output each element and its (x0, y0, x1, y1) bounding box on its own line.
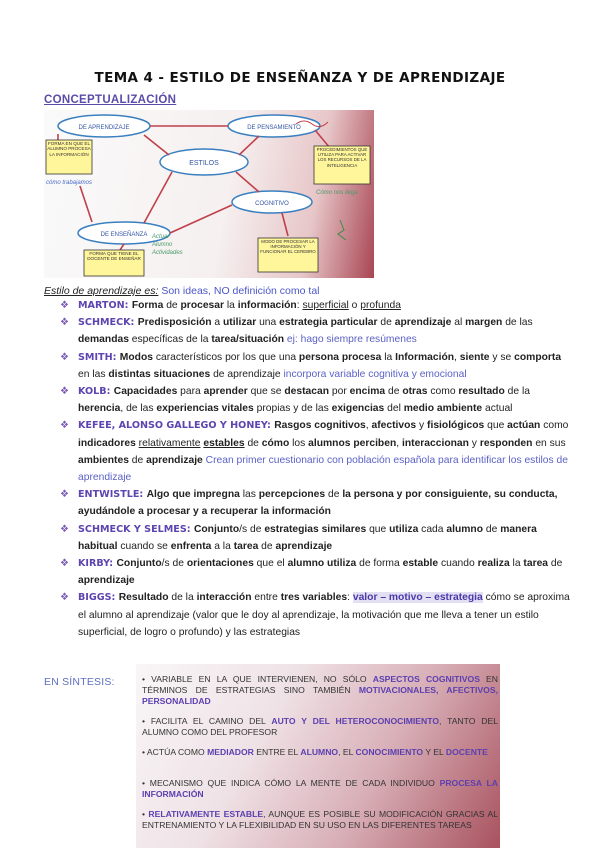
definition-text: alumnos perciben (308, 437, 397, 449)
synthesis-text: • FACILITA EL CAMINO DEL (142, 716, 272, 726)
definition-text: propias y de las (253, 403, 332, 415)
definition-text: /s de (161, 558, 187, 570)
synthesis-text: ASPECTOS COGNITIVOS (372, 674, 480, 684)
definition-text: Conjunto (193, 523, 240, 535)
definition-text: de (258, 540, 276, 552)
definition-item (60, 486, 570, 520)
definition-text: que (484, 420, 508, 432)
synthesis-item (142, 809, 498, 831)
diamond-bullet-icon: ❖ (60, 592, 69, 604)
definition-text: Capacidades (113, 386, 178, 398)
definition-text: orientaciones (186, 558, 254, 570)
synthesis-text: PROCESA LA INFORMACIÓN (142, 778, 499, 799)
diamond-bullet-icon: ❖ (60, 420, 69, 432)
synthesis-text: RELATIVAMENTE ESTABLE (148, 809, 264, 819)
definition-text: , (454, 351, 460, 363)
definition-author: SCHMECK Y SELMES: (78, 523, 194, 535)
definition-text: como (427, 386, 459, 398)
handwritten-note-3: Alumno (152, 242, 173, 248)
definition-text: alumno (446, 523, 483, 535)
definition-text: Crean primer cuestionario con población española para identificar los estilos de aprendizaje (78, 454, 568, 484)
definition-text: profunda (360, 300, 401, 311)
synthesis-text: , AUNQUE ES POSIBLE SU MODIFICACIÓN GRACIAS AL ENTRENAMIENTO Y LA FLEXIBILIDAD EN SU USO EN LAS DIFERENTES TAREAS (142, 809, 498, 830)
definition-text: ej: hago siempre resúmenes (284, 334, 417, 346)
definition-text: superficial (302, 300, 349, 311)
definition-text: Resultado (118, 592, 169, 604)
definition-text: de la (504, 386, 530, 398)
node-label-estilos: ESTILOS (189, 160, 219, 167)
handwritten-note-4: Actividades (152, 250, 183, 256)
definition-text: Rasgos cognitivos (274, 420, 366, 432)
definition-text: tarea (523, 558, 549, 570)
definition-text: tres variables (280, 592, 348, 604)
definition-text: una (256, 317, 280, 329)
definition-text: estable (402, 558, 439, 570)
diamond-bullet-icon: ❖ (60, 558, 69, 570)
synthesis-item (142, 778, 498, 800)
definition-text: aprendizaje (275, 540, 333, 552)
definition-text: cuando (438, 558, 478, 570)
definition-item (60, 521, 570, 555)
diamond-bullet-icon: ❖ (60, 317, 69, 329)
diamond-bullet-icon: ❖ (60, 386, 69, 398)
definition-text: , de las (120, 403, 157, 415)
definition-text: distintas situaciones (108, 368, 211, 380)
definition-text: relativamente (138, 437, 201, 449)
definition-text: a la (211, 540, 234, 552)
definition-text: de (325, 489, 343, 501)
definition-text: cómo se aproxima el alumno al aprendizaje (valor que le doy al aprendizaje, la motivación que me lleva a tener un estilo superficial, de logro o profundo) y las estrategias (78, 592, 570, 638)
definition-text: ambientes (78, 454, 129, 466)
definition-text: estrategias similares (264, 523, 367, 535)
definition-text: resultado (458, 386, 505, 398)
definition-text: Forma (131, 300, 164, 311)
definition-item (60, 349, 570, 383)
synthesis-text: • VARIABLE EN LA QUE INTERVIENEN, NO SÓLO (142, 674, 373, 684)
definition-text: la (224, 300, 238, 311)
definition-text: para (177, 386, 204, 398)
definition-text: cómo (261, 437, 290, 449)
definition-text: comporta (514, 351, 562, 363)
definition-text: característicos por los que una (152, 351, 299, 363)
handwritten-note-5: Cómo nos llega (316, 190, 358, 196)
node-label-pensamiento: DE PENSAMIENTO (247, 125, 301, 131)
synthesis-text: MEDIADOR (207, 747, 254, 757)
definition-text: a (211, 317, 224, 329)
diamond-bullet-icon: ❖ (60, 523, 69, 535)
definition-text: utiliza (389, 523, 419, 535)
definition-author: MARTON: (78, 300, 132, 311)
definition-text: cuando se (117, 540, 171, 552)
definition-text: encima (349, 386, 386, 398)
intro-note: Son ideas, NO definición como tal (161, 285, 320, 297)
definition-text: utilizar (223, 317, 257, 329)
definition-text: de la (168, 592, 197, 604)
definition-text: siente (459, 351, 490, 363)
definition-text: demandas (78, 334, 129, 346)
definition-text: afectivos (371, 420, 417, 432)
synthesis-box (136, 664, 500, 848)
definition-text: de (128, 454, 147, 466)
definition-author: KOLB: (78, 386, 114, 398)
definition-text: de (548, 558, 563, 570)
definition-text: impregna (193, 489, 240, 501)
definition-text: : (347, 592, 353, 604)
definition-text: , (365, 420, 372, 432)
definition-text: y se (489, 351, 515, 363)
definition-text: : (296, 300, 303, 311)
definition-text: realiza (477, 558, 510, 570)
definition-text: estrategia particular (279, 317, 378, 329)
definition-text: aprendizaje (78, 575, 135, 587)
definition-text: o (348, 300, 361, 311)
definition-text: interacción (196, 592, 252, 604)
definition-text: responden (479, 437, 533, 449)
definition-text: tarea/situación (211, 334, 285, 346)
definition-author: BIGGS: (78, 592, 119, 604)
node-label-cognitivo: COGNITIVO (255, 201, 289, 207)
definition-author: ENTWISTLE: (78, 489, 147, 501)
concept-map (44, 110, 374, 278)
definition-text: fisiológicos (427, 420, 485, 432)
definition-text: otras (402, 386, 428, 398)
definition-author: KEFEE, ALONSO GALLEGO Y HONEY: (78, 420, 275, 432)
definition-item (60, 314, 570, 348)
definition-text: exigencias (331, 403, 385, 415)
diamond-bullet-icon: ❖ (60, 351, 69, 363)
definition-text: específicas de la (128, 334, 212, 346)
definition-text: actúan (507, 420, 541, 432)
synthesis-text: ALUMNO (300, 747, 339, 757)
definition-text: experiencias vitales (156, 403, 254, 415)
intro-label: Estilo de aprendizaje es: (44, 285, 159, 297)
definition-text: por (329, 386, 350, 398)
definition-author: KIRBY: (78, 558, 117, 570)
definition-text: /s de (239, 523, 265, 535)
definition-text: valor – motivo – estrategia (352, 592, 483, 604)
definition-text: que el (253, 558, 288, 570)
intro-line (44, 285, 320, 297)
definition-text: las (239, 489, 259, 501)
definition-text: destacan (284, 386, 330, 398)
definition-text: y (416, 420, 428, 432)
diamond-bullet-icon: ❖ (60, 300, 69, 311)
definition-text: entre (251, 592, 281, 604)
map-box-bottom-left: FORMA QUE TIENE EL DOCENTE DE ENSEÑAR (87, 251, 141, 262)
definition-text: como (540, 420, 569, 432)
definition-text: Predisposición (137, 317, 212, 329)
definition-text: persona procesa (298, 351, 382, 363)
synthesis-text: AUTO Y DEL HETEROCONOCIMIENTO (271, 716, 439, 726)
definition-text: tarea (233, 540, 259, 552)
definition-item (60, 589, 570, 641)
definition-text: aprendizaje (146, 454, 203, 466)
synthesis-text: , EL (338, 747, 356, 757)
synthesis-text: Y EL (423, 747, 446, 757)
map-box-bottom-right: MODO DE PROCESAR LA INFORMACIÓN Y FUNCIONAR EL CEREBRO (260, 239, 316, 255)
definition-text: de (385, 386, 403, 398)
definition-text: al (451, 317, 466, 329)
definition-text: la persona y por consiguiente, su conducta, ayudándole a procesar y a recuperar la información (78, 489, 558, 518)
handwritten-note-2: Actuar (152, 234, 170, 240)
diamond-bullet-icon: ❖ (60, 489, 69, 501)
synthesis-text: ENTRE EL (253, 747, 301, 757)
synthesis-item (142, 674, 498, 707)
definition-text: alumno utiliza (287, 558, 357, 570)
definition-text: interaccionan (401, 437, 469, 449)
definition-text: los (289, 437, 309, 449)
section-heading: CONCEPTUALIZACIÓN (44, 94, 177, 106)
definition-text: en las (78, 368, 109, 380)
handwritten-note-1: cómo trabajamos (46, 180, 93, 186)
definition-text: percepciones (258, 489, 326, 501)
synthesis-label: EN SÍNTESIS: (44, 676, 115, 688)
synthesis-text: EN TÉRMINOS DE ESTRATEGIAS SINO TAMBIÉN (142, 674, 498, 695)
synthesis-text: • (142, 809, 149, 819)
definition-text: de aprendizaje (210, 368, 284, 380)
definition-text: del (384, 403, 404, 415)
definition-item (60, 297, 570, 314)
definition-text: y (468, 437, 480, 449)
node-label-aprendizaje: DE APRENDIZAJE (78, 125, 130, 131)
page-title: TEMA 4 - ESTILO DE ENSEÑANZA Y DE APRENDIZAJE (94, 70, 506, 86)
definition-text: indicadores (78, 437, 136, 449)
definition-text: , (396, 437, 402, 449)
definition-author: SMITH: (78, 351, 120, 363)
definition-text: en sus (532, 437, 566, 449)
definition-text: margen (465, 317, 503, 329)
map-box-top-left: FORMA EN QUE EL ALUMNO PROCESA LA INFORMACIÓN (47, 141, 91, 157)
synthesis-text: • ACTÚA COMO (142, 747, 208, 757)
definition-text: de las (502, 317, 533, 329)
node-label-ensenanza: DE ENSEÑANZA (100, 232, 148, 238)
definition-item (60, 417, 570, 486)
definition-text: herencia (78, 403, 121, 415)
definition-text: incorpora variable cognitiva y emocional (283, 368, 467, 380)
definition-text: que se (247, 386, 285, 398)
map-box-right: PROCEDIMIENTOS QUE UTILIZA PARA ACTIVAR LOS RECURSOS DE LA INTELIGENCIA (316, 147, 368, 168)
synthesis-item (142, 747, 498, 758)
definition-text: que (366, 523, 390, 535)
definition-text: Modos (119, 351, 153, 363)
definition-text: Información (395, 351, 455, 363)
definition-text: manera habitual (78, 523, 537, 552)
definition-text: Conjunto (116, 558, 162, 570)
synthesis-text: • MECANISMO QUE INDICA CÓMO LA MENTE DE CADA INDIVIDUO (142, 778, 440, 788)
definition-text: estables (203, 437, 245, 449)
definition-text: actual (482, 403, 513, 415)
definition-text: cada (418, 523, 447, 535)
definitions-list (60, 297, 570, 641)
synthesis-text: , TANTO DEL ALUMNO COMO DEL PROFESOR (142, 716, 498, 737)
definition-author: SCHMECK: (78, 317, 138, 329)
definition-text: la (381, 351, 396, 363)
synthesis-text: DOCENTE (445, 747, 488, 757)
definition-text: enfrenta (170, 540, 212, 552)
definition-text: procesar (180, 300, 225, 311)
definition-text: de (377, 317, 395, 329)
definition-text: de forma (356, 558, 403, 570)
definition-text: medio ambiente (403, 403, 483, 415)
definition-text: Algo que (146, 489, 194, 501)
definition-item (60, 555, 570, 589)
definition-text: información (237, 300, 297, 311)
synthesis-item (142, 716, 498, 738)
definition-text: aprender (203, 386, 248, 398)
definition-text: de (483, 523, 501, 535)
synthesis-text: MOTIVACIONALES, AFECTIVOS, PERSONALIDAD (142, 685, 498, 706)
definition-text: aprendizaje (394, 317, 452, 329)
definition-text: la (509, 558, 524, 570)
definition-text: de (163, 300, 181, 311)
definition-text: de (244, 437, 262, 449)
definition-item (60, 383, 570, 417)
synthesis-text: CONOCIMIENTO (355, 747, 424, 757)
